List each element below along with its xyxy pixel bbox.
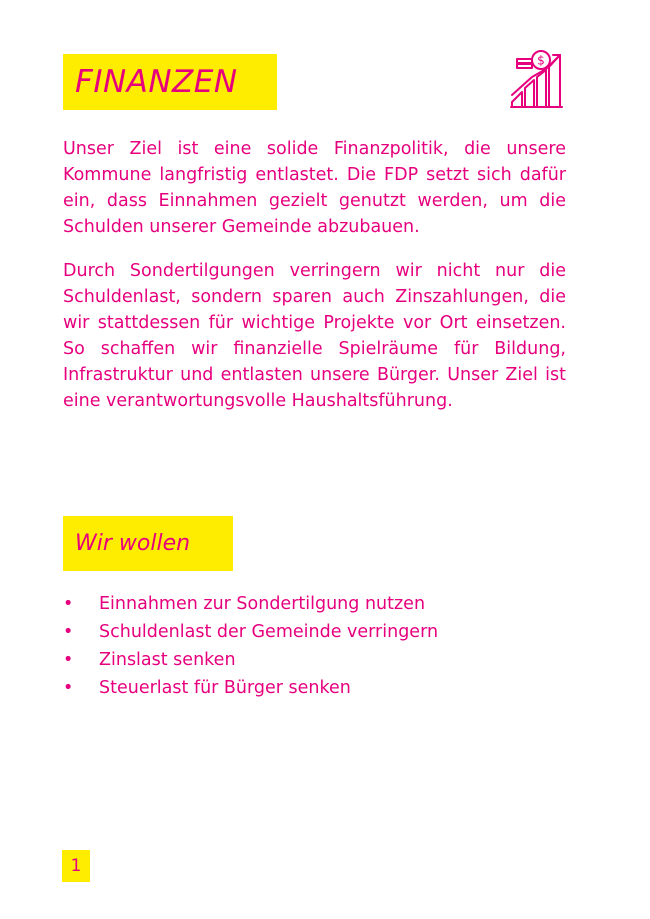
list-item xyxy=(63,618,566,646)
subheading: Wir wollen xyxy=(75,531,191,556)
svg-text:$: $ xyxy=(537,53,545,68)
bullet-icon: • xyxy=(63,678,74,698)
list-item xyxy=(63,590,566,618)
page-number: 1 xyxy=(62,850,90,882)
bullet-icon: • xyxy=(63,622,74,642)
bullet-icon: • xyxy=(63,594,74,614)
list-item-text: Einnahmen zur Sondertilgung nutzen xyxy=(99,594,426,614)
page-title: FINANZEN xyxy=(75,64,238,100)
finance-growth-icon xyxy=(510,47,570,109)
bullet-icon: • xyxy=(63,650,74,670)
list-item xyxy=(63,646,566,674)
paragraph-intro: Unser Ziel ist eine solide Finanzpolitik, die unsere Kommune langfristig entlastet. Die FDP setzt sich dafür ein, dass Einnahmen gezielt genutzt werden, um die Schulden unserer Gemeinde abzubauen. xyxy=(63,139,566,237)
list-item-text: Zinslast senken xyxy=(99,650,236,670)
paragraph-details: Durch Sondertilgungen verringern wir nicht nur die Schuldenlast, sondern sparen auch Zinszahlungen, die wir stattdessen für wichtige Projekte vor Ort einsetzen. So schaffen wir finanzielle Spielräume für Bildung, Infrastruktur und entlasten unsere Bürger. Unser Ziel ist eine verantwortungsvolle Haushaltsführung. xyxy=(63,261,566,411)
list-item xyxy=(63,674,566,702)
list-item-text: Steuerlast für Bürger senken xyxy=(99,678,351,698)
title-box xyxy=(63,54,277,110)
subheading-box xyxy=(63,516,233,571)
list-item-text: Schuldenlast der Gemeinde verringern xyxy=(99,622,439,642)
goals-list xyxy=(63,590,566,702)
